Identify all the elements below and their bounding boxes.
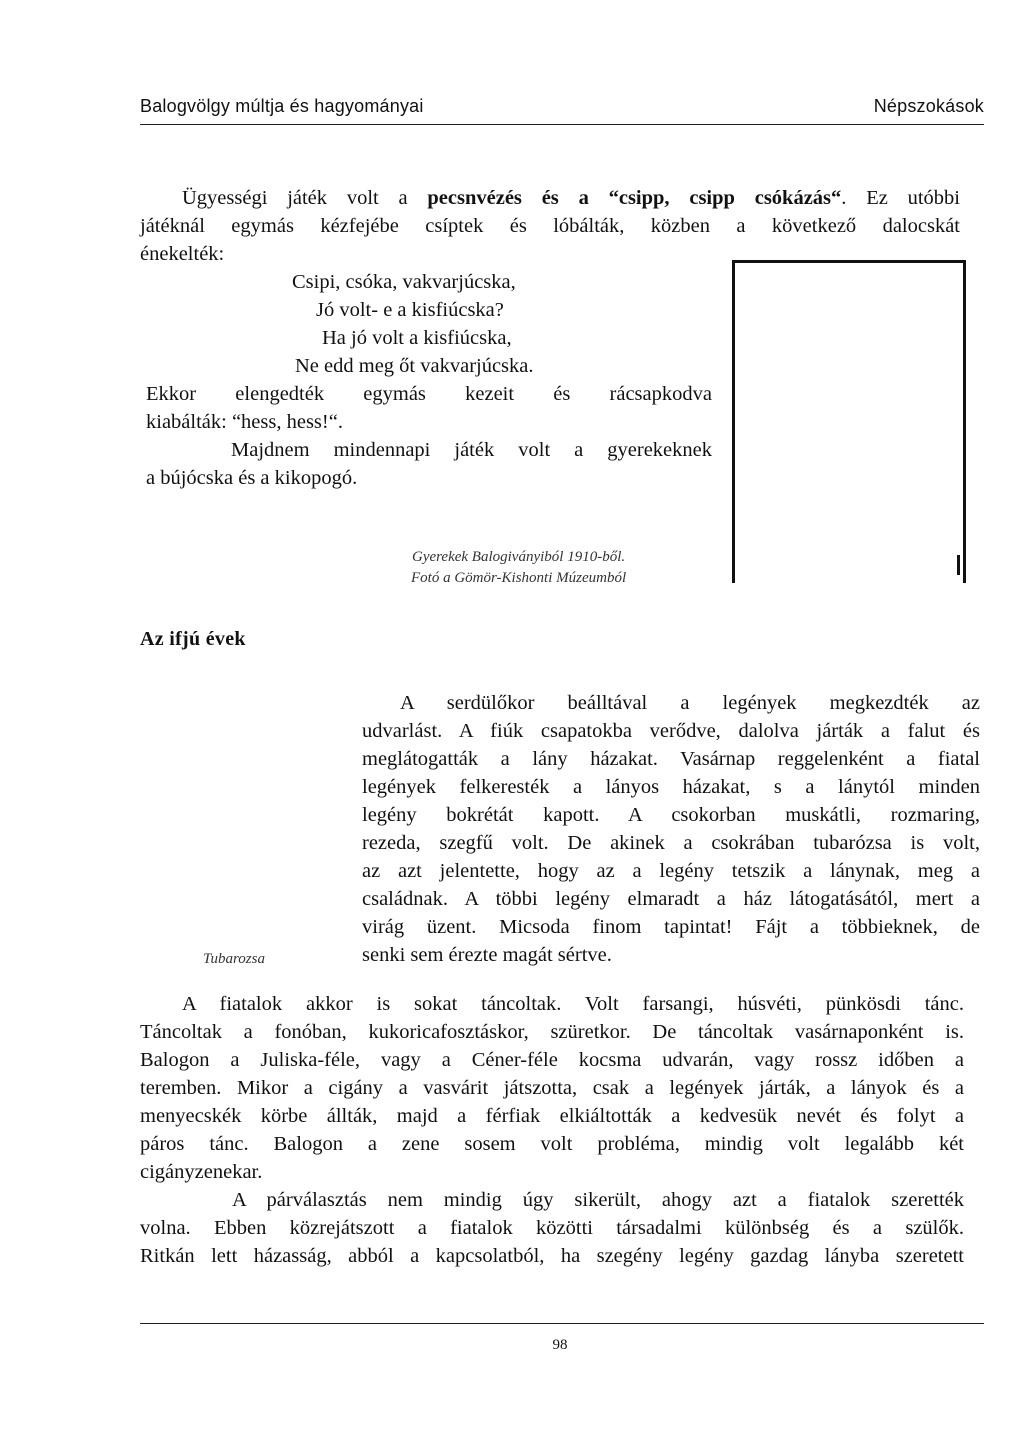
after-song-line-2: kiabálták: “hess, hess!“. [146, 411, 343, 433]
photo-frame-mark [957, 555, 960, 575]
flower-caption: Tubarozsa [203, 951, 265, 967]
song-verse [292, 268, 572, 380]
photo-caption-line-1: Gyerekek Balogiványiból 1910-ből. [412, 549, 626, 565]
after-song-line-3: Majdnem mindennapi játék volt a gyerekeknek [231, 439, 712, 461]
youth-line: legény bokrétát kapott. A csokorban muskátli, rozmaring, [362, 804, 980, 826]
dance-line: menyecskék körbe állták, majd a férfiak elkiáltották a kedvesük nevét és folyt a [140, 1105, 964, 1127]
youth-line: meglátogatták a lány házakat. Vasárnap reggelenként a fiatal [362, 748, 980, 770]
intro-line-2: játéknál egymás kézfejébe csíptek és lóbálták, közben a következő dalocskát [140, 215, 960, 237]
photo-frame [732, 260, 966, 583]
dance-line: páros tánc. Balogon a zene sosem volt probléma, mindig volt legalább két [140, 1133, 964, 1155]
marriage-line: Ritkán lett házasság, abból a kapcsolatból, ha szegény legény gazdag lányba szeretett [140, 1245, 964, 1267]
running-header-title: Balogvölgy múltja és hagyományai [140, 96, 424, 116]
dance-line: A fiatalok akkor is sokat táncoltak. Volt farsangi, húsvéti, pünkösdi tánc. [182, 993, 964, 1015]
youth-line: családnak. A többi legény elmaradt a ház látogatásától, mert a [362, 888, 980, 910]
youth-line: virág üzent. Micsoda finom tapintat! Fájt a többieknek, de [362, 916, 980, 938]
photo-caption-line-2: Fotó a Gömör-Kishonti Múzeumból [411, 570, 627, 586]
youth-line: A serdülőkor beálltával a legények megkezdték az [400, 692, 980, 714]
song-line: Csipi, csóka, vakvarjúcska, [292, 271, 516, 293]
footer-rule [140, 1323, 984, 1324]
photo-caption [412, 547, 626, 589]
intro-text-end: . Ez utóbbi [841, 187, 961, 209]
song-line: Ha jó volt a kisfiúcska, [322, 327, 512, 349]
photo-frame-mark [732, 565, 735, 583]
dance-line: teremben. Mikor a cigány a vasvárit játszotta, csak a legények járták, a lányok és a [140, 1077, 964, 1099]
intro-bold-games: pecsnvézés és a “csipp, csipp csókázás“ [427, 187, 842, 209]
youth-line: az azt jelentette, hogy az a legény tetszik a lánynak, meg a [362, 860, 980, 882]
intro-line-3: énekelték: [140, 243, 225, 265]
intro-line-1 [182, 184, 960, 212]
song-line: Ne edd meg őt vakvarjúcska. [295, 355, 534, 377]
youth-line: senki sem érezte magát sértve. [362, 944, 612, 966]
intro-text: Ügyességi játék volt a [182, 187, 428, 209]
dance-line: cigányzenekar. [140, 1161, 263, 1183]
after-song-line-4: a bújócska és a kikopogó. [146, 467, 358, 489]
section-title: Az ifjú évek [140, 628, 246, 650]
marriage-line: volna. Ebben közrejátszott a fiatalok közötti társadalmi különbség és a szülők. [140, 1217, 964, 1239]
running-header-section: Népszokások [873, 96, 984, 116]
dance-line: Balogon a Juliska-féle, vagy a Céner-féle kocsma udvarán, vagy rossz időben a [140, 1049, 964, 1071]
youth-line: rezeda, szegfű volt. De akinek a csokrában tubarózsa is volt, [362, 832, 980, 854]
dance-line: Táncoltak a fonóban, kukoricafosztáskor, szüretkor. De táncoltak vasárnaponként is. [140, 1021, 964, 1043]
song-line: Jó volt- e a kisfiúcska? [316, 299, 504, 321]
header-rule [140, 124, 984, 125]
after-song-line-1: Ekkor elengedték egymás kezeit és rácsapkodva [146, 383, 712, 405]
youth-line: udvarlást. A fiúk csapatokba verődve, dalolva járták a falut és [362, 720, 980, 742]
page-number: 98 [552, 1337, 568, 1353]
youth-line: legények felkeresték a lányos házakat, s a lánytól minden [362, 776, 980, 798]
marriage-line: A párválasztás nem mindig úgy sikerült, ahogy azt a fiatalok szerették [232, 1189, 964, 1211]
